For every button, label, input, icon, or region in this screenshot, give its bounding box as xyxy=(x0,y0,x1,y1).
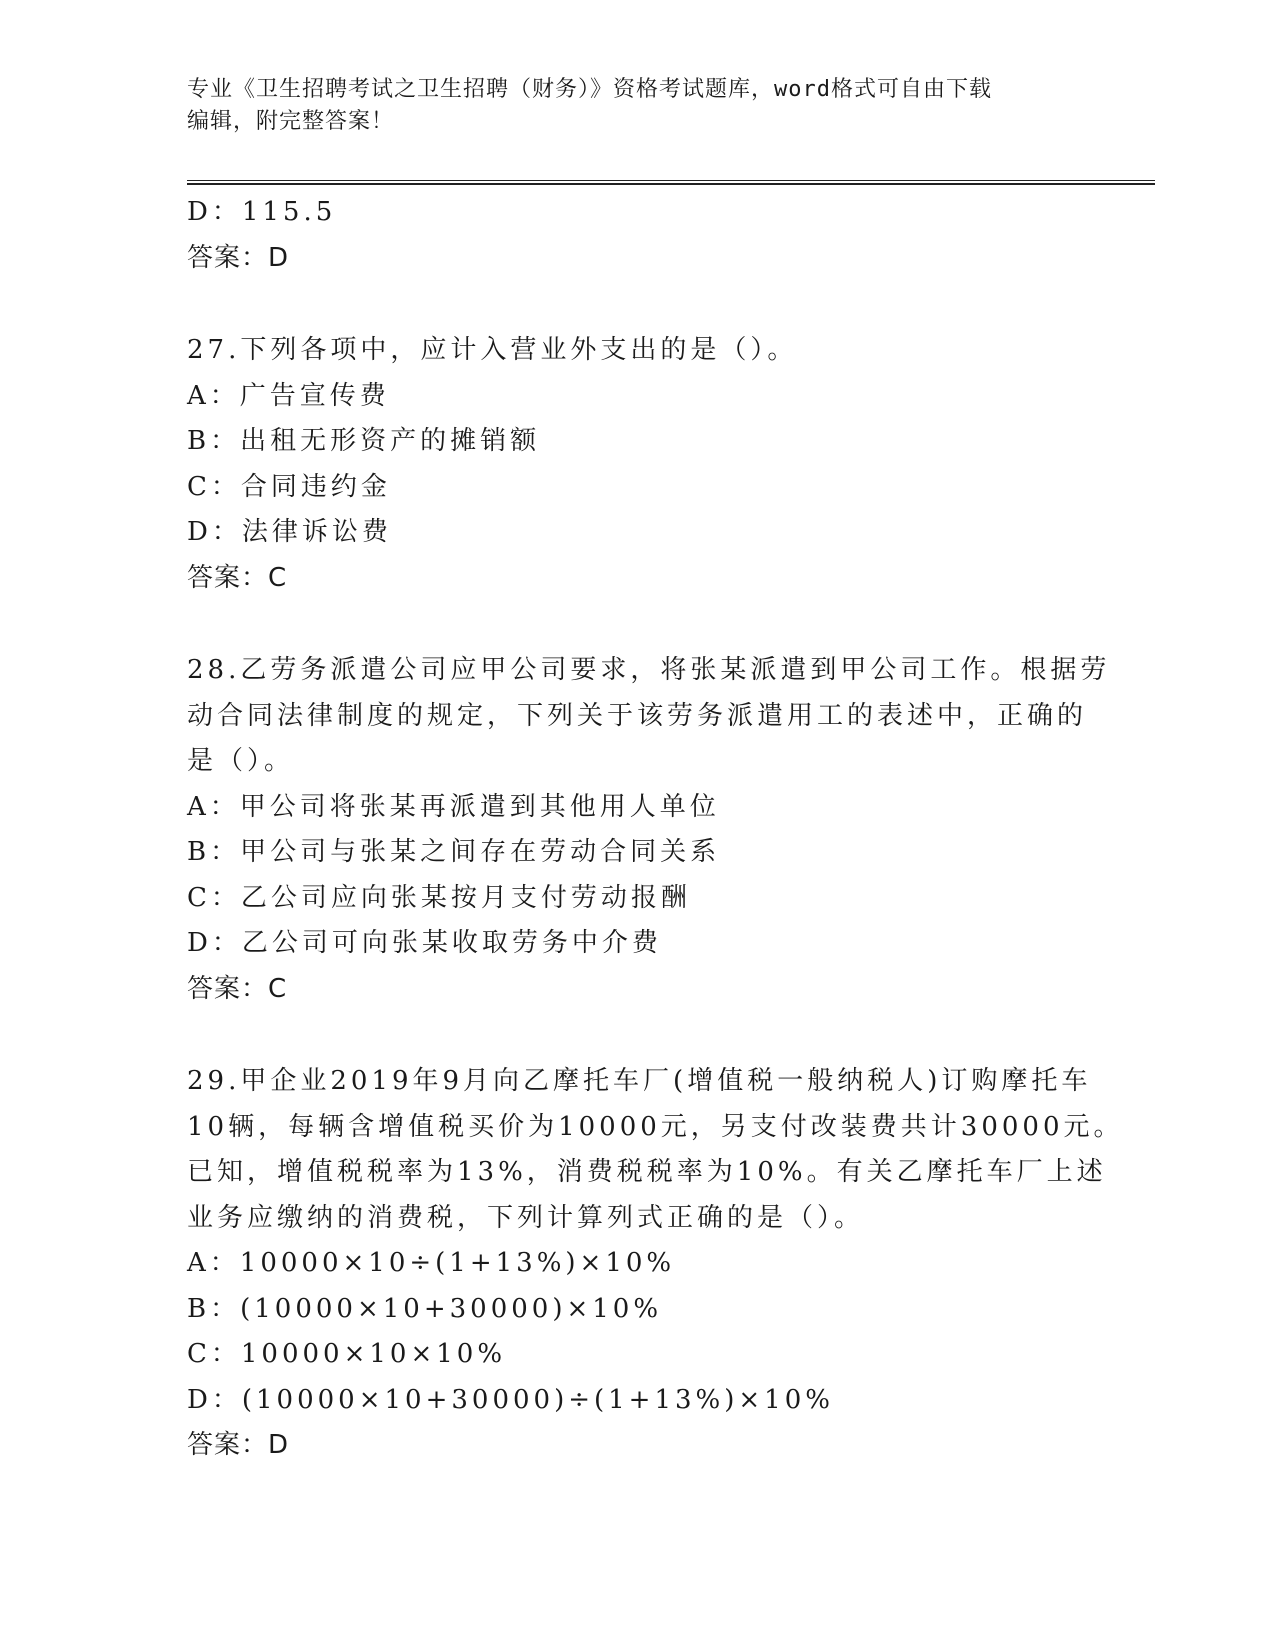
answer-line: 答案：C xyxy=(187,973,288,1004)
question-stem-line: 业务应缴纳的消费税，下列计算列式正确的是（）。 xyxy=(187,1202,865,1233)
spacer xyxy=(187,1012,1087,1059)
question-27 xyxy=(187,328,1087,601)
question-stem: 27.下列各项中，应计入营业外支出的是（）。 xyxy=(187,335,798,365)
document-header xyxy=(187,74,1087,138)
option-c: C：合同违约金 xyxy=(187,471,391,502)
header-divider-thin xyxy=(187,180,1155,181)
option-b: B：甲公司与张某之间存在劳动合同关系 xyxy=(187,837,721,867)
option-a: A：广告宣传费 xyxy=(187,380,390,411)
option-a: A：甲公司将张某再派遣到其他用人单位 xyxy=(187,791,720,822)
answer-line: 答案：C xyxy=(187,562,288,593)
answer-line: 答案：D xyxy=(187,242,290,273)
spacer xyxy=(187,601,1087,648)
option-d: D：法律诉讼费 xyxy=(187,517,392,547)
header-line-2: 编辑，附完整答案！ xyxy=(187,109,395,134)
option-d: D：乙公司可向张某收取劳务中介费 xyxy=(187,928,662,958)
option-b: B：(10000×10+30000)×10% xyxy=(187,1293,663,1324)
option-c: C：10000×10×10% xyxy=(187,1339,507,1369)
question-29 xyxy=(187,1059,1124,1469)
question-content xyxy=(187,190,1124,1469)
question-stem-line: 28.乙劳务派遣公司应甲公司要求，将张某派遣到甲公司工作。根据劳 xyxy=(187,655,1111,685)
question-28 xyxy=(187,648,1111,1012)
prev-question-tail xyxy=(187,190,1087,281)
option-d: D：115.5 xyxy=(187,197,337,227)
option-d: D：(10000×10+30000)÷(1+13%)×10% xyxy=(187,1384,834,1415)
question-stem-line: 动合同法律制度的规定，下列关于该劳务派遣用工的表述中，正确的 xyxy=(187,700,1088,731)
answer-line: 答案：D xyxy=(187,1430,290,1460)
question-stem-line: 29.甲企业2019年9月向乙摩托车厂(增值税一般纳税人)订购摩托车 xyxy=(187,1066,1092,1096)
spacer xyxy=(187,281,1087,328)
option-a: A：10000×10÷(1+13%)×10% xyxy=(187,1248,676,1278)
question-stem-line: 是（）。 xyxy=(187,746,295,776)
header-line-1: 专业《卫生招聘考试之卫生招聘（财务）》资格考试题库，word格式可自由下载 xyxy=(187,77,992,102)
question-stem-line: 已知，增值税税率为13%，消费税税率为10%。有关乙摩托车厂上述 xyxy=(187,1157,1107,1187)
option-c: C：乙公司应向张某按月支付劳动报酬 xyxy=(187,882,691,913)
header-divider-thick xyxy=(187,183,1155,185)
option-b: B：出租无形资产的摊销额 xyxy=(187,426,541,456)
question-stem-line: 10辆，每辆含增值税买价为10000元，另支付改装费共计30000元。 xyxy=(187,1111,1124,1142)
